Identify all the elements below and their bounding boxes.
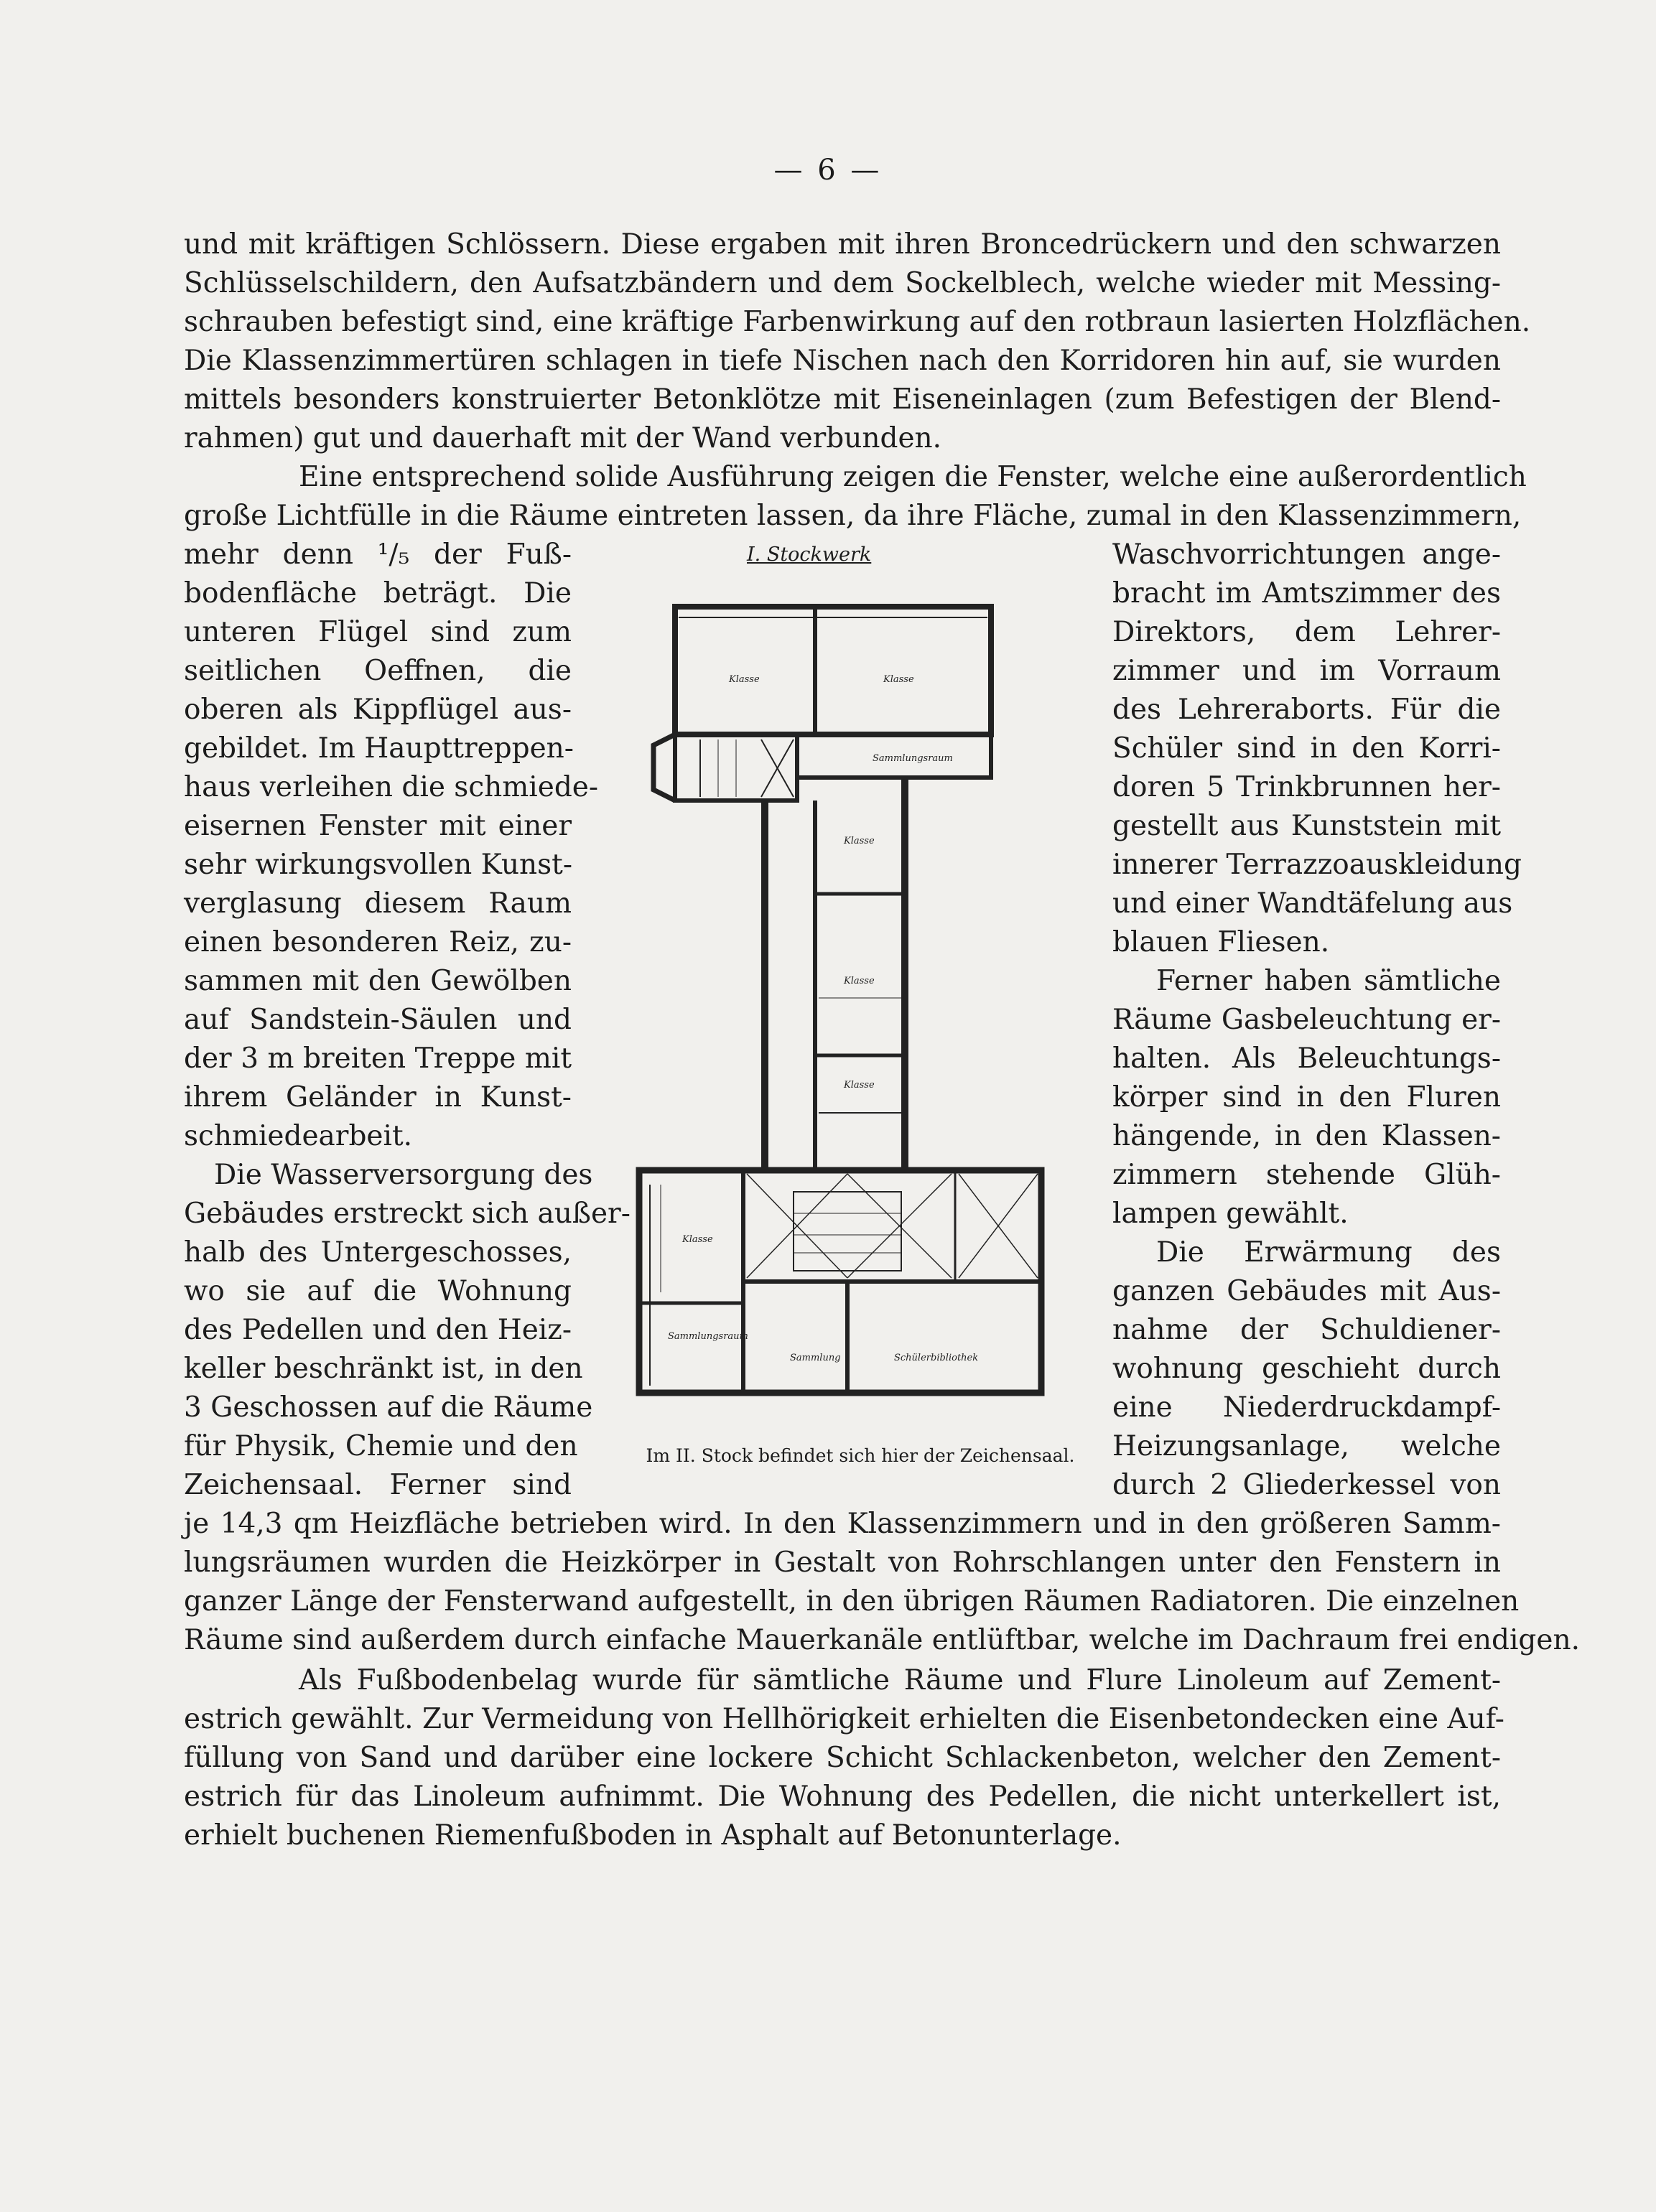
body-line: halb des Untergeschosses, <box>184 1236 572 1269</box>
body-line: Die Erwärmung des <box>1156 1236 1501 1269</box>
body-line: ihrem Geländer in Kunst- <box>184 1081 572 1114</box>
plan-walls <box>639 607 1041 1393</box>
body-line: eine Niederdruckdampf- <box>1112 1391 1501 1424</box>
room-label-sammlungsraum: Sammlungsraum <box>668 1331 748 1342</box>
body-line: seitlichen Oeffnen, die <box>184 655 572 687</box>
body-line: lungsräumen wurden die Heizkörper in Gestalt von Rohrschlangen unter den Fenstern in <box>184 1546 1501 1579</box>
body-line: Die Wasserversorgung des <box>214 1159 593 1191</box>
body-line: der 3 m breiten Treppe mit <box>184 1042 572 1075</box>
body-line: oberen als Kippflügel aus- <box>184 694 572 726</box>
body-line: Heizungsanlage, welche <box>1112 1430 1501 1462</box>
body-line: auf Sandstein-Säulen und <box>184 1004 572 1036</box>
body-line: Eine entsprechend solide Ausführung zeigen die Fenster, welche eine außerordentlich <box>299 461 1527 493</box>
body-line: Gebäudes erstreckt sich außer- <box>184 1198 631 1230</box>
body-line: schrauben befestigt sind, eine kräftige Farbenwirkung auf den rotbraun lasierten Holzflächen. <box>184 306 1531 338</box>
body-line: bodenfläche beträgt. Die <box>184 577 572 610</box>
body-line: füllung von Sand und darüber eine lockere Schicht Schlackenbeton, welcher den Zement- <box>184 1742 1501 1774</box>
room-label-klasse: Klasse <box>844 1080 875 1091</box>
body-line: sammen mit den Gewölben <box>184 965 572 997</box>
body-line: mehr denn ¹/₅ der Fuß- <box>184 538 572 571</box>
body-line: 3 Geschossen auf die Räume <box>184 1391 593 1424</box>
body-line: für Physik, Chemie und den <box>184 1430 578 1462</box>
room-label-klasse: Klasse <box>844 976 875 986</box>
body-line: Waschvorrichtungen ange- <box>1112 538 1501 571</box>
body-line: und einer Wandtäfelung aus <box>1112 887 1513 920</box>
body-line: estrich gewählt. Zur Vermeidung von Hellhörigkeit erhielten die Eisenbetondecken eine Auf- <box>184 1703 1504 1735</box>
body-line: Schüler sind in den Korri- <box>1112 732 1501 765</box>
room-label-klasse: Klasse <box>844 836 875 846</box>
body-line: hängende, in den Klassen- <box>1112 1120 1501 1152</box>
body-line: Ferner haben sämtliche <box>1156 965 1501 997</box>
body-line: keller beschränkt ist, in den <box>184 1353 583 1385</box>
body-line: sehr wirkungsvollen Kunst- <box>184 849 573 881</box>
body-line: innerer Terrazzoauskleidung <box>1112 849 1522 881</box>
body-line: verglasung diesem Raum <box>184 887 572 920</box>
body-line: gestellt aus Kunststein mit <box>1112 810 1501 842</box>
room-label-sammlung: Sammlung <box>790 1353 841 1363</box>
body-line: erhielt buchenen Riemenfußboden in Asphalt auf Betonunterlage. <box>184 1819 1122 1852</box>
room-label-klasse: Klasse <box>883 674 914 685</box>
body-line: Räume Gasbeleuchtung er- <box>1112 1004 1501 1036</box>
body-line: halten. Als Beleuchtungs- <box>1112 1042 1501 1075</box>
page-number: — 6 — <box>773 154 883 187</box>
body-line: und mit kräftigen Schlössern. Diese ergaben mit ihren Broncedrückern und den schwarzen <box>184 228 1501 261</box>
room-label-schuelerbibliothek: Schülerbibliothek <box>894 1353 979 1363</box>
body-line: schmiedearbeit. <box>184 1120 413 1152</box>
body-line: mittels besonders konstruierter Betonklötze mit Eiseneinlagen (zum Befestigen der Blend- <box>184 383 1501 416</box>
figure-caption: Im II. Stock befindet sich hier der Zeichensaal. <box>646 1445 1075 1466</box>
body-line: eisernen Fenster mit einer <box>184 810 572 842</box>
body-line: durch 2 Gliederkessel von <box>1112 1469 1501 1501</box>
body-line: estrich für das Linoleum aufnimmt. Die Wohnung des Pedellen, die nicht unterkellert ist, <box>184 1781 1501 1813</box>
room-label-klasse: Klasse <box>729 674 760 685</box>
body-line: lampen gewählt. <box>1112 1198 1349 1230</box>
body-line: bracht im Amtszimmer des <box>1112 577 1501 610</box>
floor-plan <box>610 567 1070 1429</box>
body-line: ganzer Länge der Fensterwand aufgestellt, in den übrigen Räumen Radiatoren. Die einzelnen <box>184 1585 1520 1618</box>
body-line: des Pedellen und den Heiz- <box>184 1314 572 1346</box>
body-line: große Lichtfülle in die Räume eintreten lassen, da ihre Fläche, zumal in den Klassenzimmern, <box>184 500 1522 532</box>
body-line: Schlüsselschildern, den Aufsatzbändern und dem Sockelblech, welche wieder mit Messing- <box>184 267 1501 299</box>
room-label-klasse: Klasse <box>682 1234 713 1245</box>
body-line: Direktors, dem Lehrer- <box>1112 616 1501 648</box>
body-line: je 14,3 qm Heizfläche betrieben wird. In den Klassenzimmern und in den größeren Samm- <box>184 1508 1501 1540</box>
body-line: doren 5 Trinkbrunnen her- <box>1112 771 1501 803</box>
body-line: unteren Flügel sind zum <box>184 616 572 648</box>
body-line: Als Fußbodenbelag wurde für sämtliche Räume und Flure Linoleum auf Zement- <box>299 1664 1501 1697</box>
body-line: Räume sind außerdem durch einfache Mauerkanäle entlüftbar, welche im Dachraum frei endigen. <box>184 1624 1580 1656</box>
body-line: nahme der Schuldiener- <box>1112 1314 1501 1346</box>
body-line: zimmern stehende Glüh- <box>1112 1159 1501 1191</box>
body-line: Die Klassenzimmertüren schlagen in tiefe Nischen nach den Korridoren hin auf, sie wurden <box>184 345 1501 377</box>
body-line: haus verleihen die schmiede- <box>184 771 599 803</box>
body-line: körper sind in den Fluren <box>1112 1081 1501 1114</box>
room-label-sammlungsraum: Sammlungsraum <box>873 753 953 764</box>
body-line: einen besonderen Reiz, zu- <box>184 926 572 958</box>
body-line: wo sie auf die Wohnung <box>184 1275 572 1307</box>
figure-title: I. Stockwerk <box>747 543 872 566</box>
body-line: zimmer und im Vorraum <box>1112 655 1501 687</box>
body-line: rahmen) gut und dauerhaft mit der Wand verbunden. <box>184 422 942 454</box>
body-line: des Lehreraborts. Für die <box>1112 694 1501 726</box>
body-line: Zeichensaal. Ferner sind <box>184 1469 572 1501</box>
body-line: wohnung geschieht durch <box>1112 1353 1501 1385</box>
body-line: gebildet. Im Haupttreppen- <box>184 732 574 765</box>
body-line: ganzen Gebäudes mit Aus- <box>1112 1275 1501 1307</box>
body-line: blauen Fliesen. <box>1112 926 1330 958</box>
